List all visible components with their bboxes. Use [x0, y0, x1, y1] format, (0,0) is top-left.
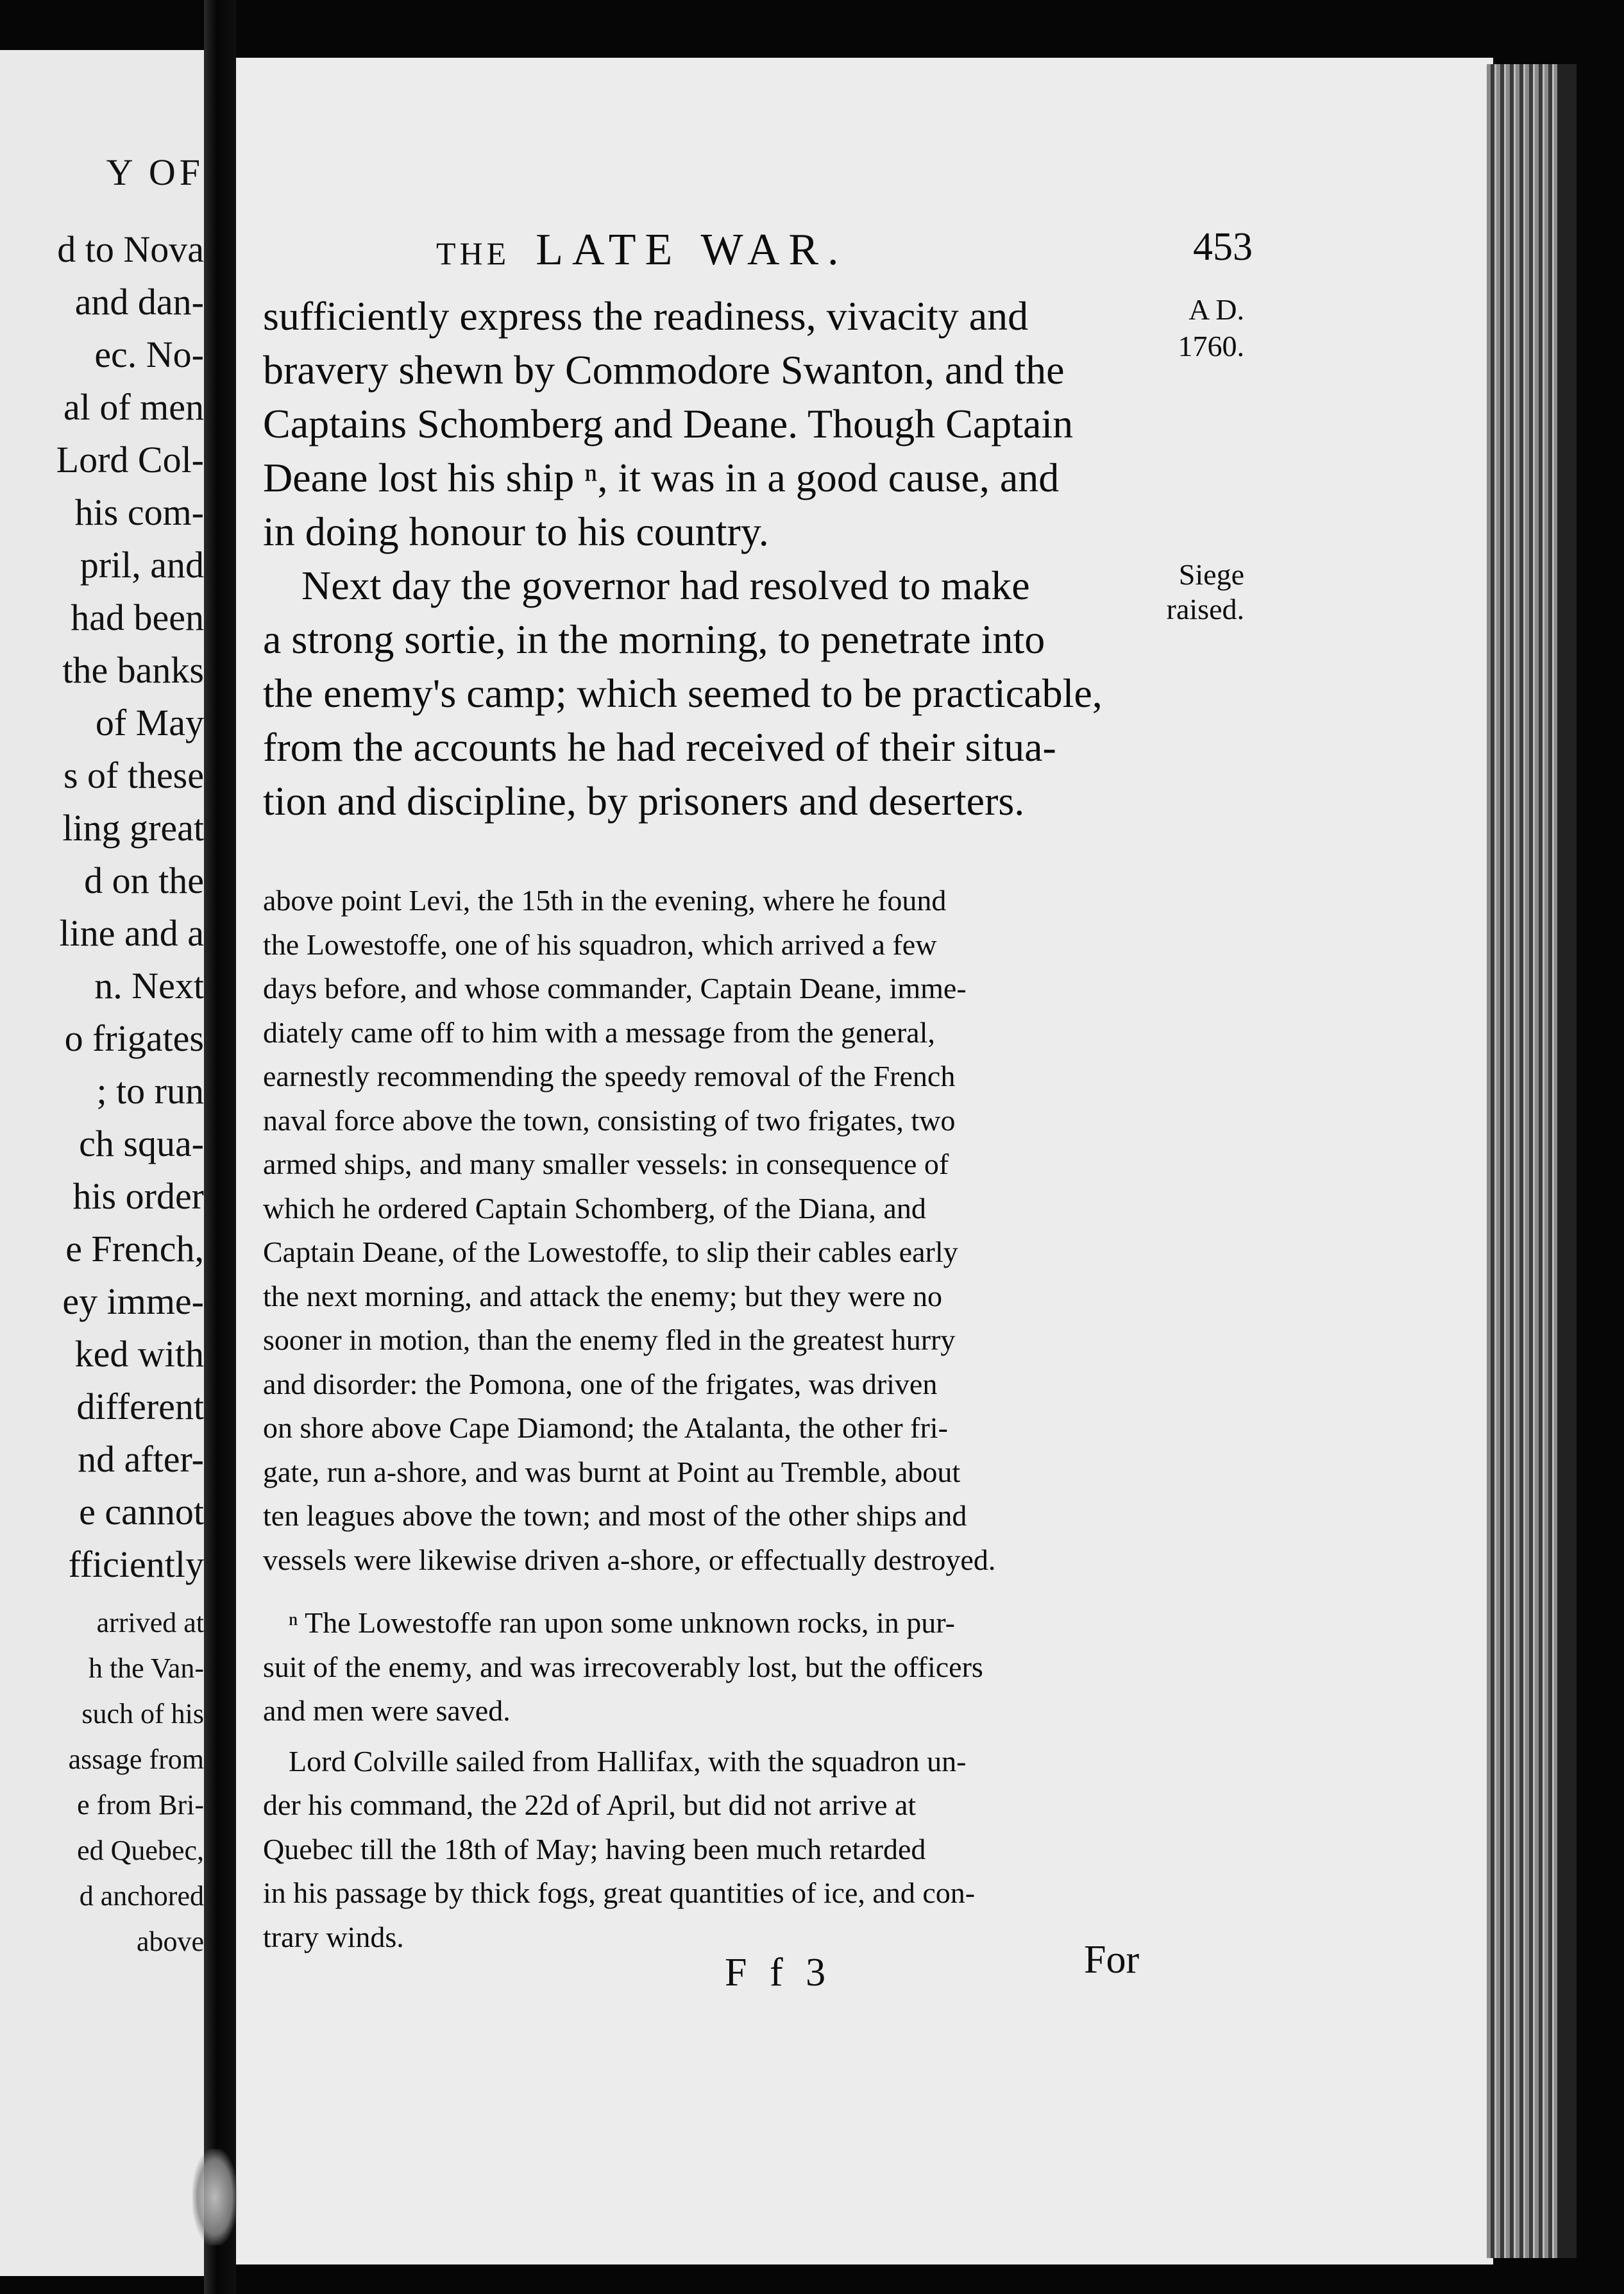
left-note-line: d anchored	[79, 1880, 204, 1912]
left-body-line: and dan-	[74, 281, 204, 323]
footnote-line: and men were saved.	[263, 1694, 511, 1727]
body-line: in doing honour to his country.	[263, 509, 769, 554]
footnote-line: Lord Colville sailed from Hallifax, with the squadron un-	[289, 1744, 967, 1778]
footnote-line: suit of the enemy, and was irrecoverably lost, but the officers	[263, 1650, 983, 1683]
left-body-line: ey imme-	[62, 1280, 204, 1322]
body-line: Captains Schomberg and Deane. Though Captain	[263, 401, 1074, 446]
left-body-line: ked with	[74, 1333, 204, 1375]
left-body-line: the banks	[62, 649, 204, 691]
left-body-line: different	[76, 1386, 204, 1427]
margin-note-year: 1760.	[1178, 330, 1244, 362]
catchword: For	[1084, 1938, 1140, 1982]
footnote-line: the Lowestoffe, one of his squadron, which arrived a few	[263, 928, 937, 961]
footnote-line: der his command, the 22d of April, but did not arrive at	[263, 1788, 917, 1821]
running-head-title: LATE WAR.	[536, 225, 848, 275]
left-body-line: nd after-	[78, 1438, 204, 1480]
left-body-line: d on the	[84, 860, 204, 901]
body-line: the enemy's camp; which seemed to be practicable,	[263, 670, 1103, 716]
footnote-line: sooner in motion, than the enemy fled in the greatest hurry	[263, 1323, 956, 1356]
body-line: bravery shewn by Commodore Swanton, and the	[263, 347, 1065, 393]
body-line: sufficiently express the readiness, vivacity and	[263, 293, 1029, 339]
body-line: from the accounts he had received of their situa-	[263, 724, 1056, 770]
footnote-line: vessels were likewise driven a-shore, or effectually destroyed.	[263, 1543, 996, 1576]
left-body-line: ec. No-	[94, 334, 204, 375]
footnote-line: which he ordered Captain Schomberg, of the Diana, and	[263, 1191, 926, 1225]
left-body-line: had been	[71, 597, 204, 638]
left-body-line: ; to run	[96, 1070, 204, 1112]
left-body-line: al of men	[63, 386, 204, 428]
footnote-line: above point Levi, the 15th in the evening, where he found	[263, 884, 947, 917]
page-smudge	[192, 2149, 237, 2245]
footnote-line: Captain Deane, of the Lowestoffe, to slip their cables early	[263, 1236, 958, 1268]
margin-note-year-label: A D.	[1188, 293, 1244, 326]
left-body-line: s of these	[63, 754, 204, 796]
footnote-line: and disorder: the Pomona, one of the frigates, was driven	[263, 1367, 938, 1400]
left-page	[0, 50, 204, 2276]
left-body-line: o frigates	[64, 1017, 204, 1059]
left-running-head-fragment: Y OF	[106, 151, 204, 193]
footnote-line: ten leagues above the town; and most of the other ships and	[263, 1499, 967, 1532]
left-body-line: Lord Col-	[56, 439, 204, 480]
left-note-line: such of his	[81, 1698, 204, 1729]
footnote-line: on shore above Cape Diamond; the Atalanta, the other fri-	[263, 1411, 948, 1444]
footnote-line: the next morning, and attack the enemy; but they were no	[263, 1279, 942, 1313]
footnote-line: diately came off to him with a message from the general,	[263, 1015, 935, 1049]
left-body-line: fficiently	[68, 1543, 204, 1585]
left-body-line: n. Next	[94, 965, 204, 1007]
left-body-line: e cannot	[79, 1491, 204, 1533]
left-body-line: of May	[95, 702, 204, 743]
left-body-line: ch squa-	[79, 1123, 204, 1164]
left-note-line: arrived at	[96, 1607, 204, 1638]
footnote-line: days before, and whose commander, Captain Deane, imme-	[263, 972, 967, 1005]
body-line: Next day the governor had resolved to make	[301, 563, 1030, 608]
footnote-line: naval force above the town, consisting of two frigates, two	[263, 1103, 956, 1137]
footnote-line: ⁿ The Lowestoffe ran upon some unknown rocks, in pur-	[289, 1606, 955, 1639]
page-number: 453	[1193, 225, 1253, 269]
left-body-line: ling great	[62, 807, 204, 849]
left-body-line: d to Nova	[57, 228, 204, 270]
footnote-line: earnestly recommending the speedy removal of the French	[263, 1060, 956, 1092]
body-line: Deane lost his ship ⁿ, it was in a good cause, and	[263, 455, 1060, 500]
left-body-line: pril, and	[80, 544, 204, 586]
left-body-line: e French,	[65, 1228, 204, 1270]
book-gutter	[204, 0, 236, 2294]
left-body-line: his order	[72, 1175, 204, 1217]
footnote-line: gate, run a-shore, and was burnt at Point au Tremble, about	[263, 1455, 961, 1488]
running-head-the: THE	[436, 235, 511, 271]
footnote-line: trary winds.	[263, 1920, 404, 1953]
left-note-line: h the Van-	[88, 1653, 204, 1684]
margin-note-raised: raised.	[1166, 593, 1244, 625]
footnote-line: armed ships, and many smaller vessels: in consequence of	[263, 1148, 949, 1180]
footnote-line: Quebec till the 18th of May; having been much retarded	[263, 1832, 926, 1865]
body-line: tion and discipline, by prisoners and deserters.	[263, 778, 1025, 824]
running-head	[436, 225, 848, 276]
left-body-line: line and a	[59, 912, 204, 954]
margin-note-siege: Siege	[1178, 558, 1244, 591]
left-body-line: his com-	[74, 491, 204, 533]
signature-mark: F f 3	[725, 1951, 833, 1994]
footnote-line: in his passage by thick fogs, great quantities of ice, and con-	[263, 1876, 976, 1909]
body-line: a strong sortie, in the morning, to penetrate into	[263, 616, 1045, 662]
left-note-line: ed Quebec,	[77, 1835, 204, 1866]
left-note-line: e from Bri-	[77, 1789, 204, 1821]
left-note-line: above	[136, 1926, 204, 1957]
page-edges-shadow	[1557, 64, 1577, 2258]
left-note-line: assage from	[68, 1744, 204, 1775]
page-edges	[1487, 64, 1557, 2258]
